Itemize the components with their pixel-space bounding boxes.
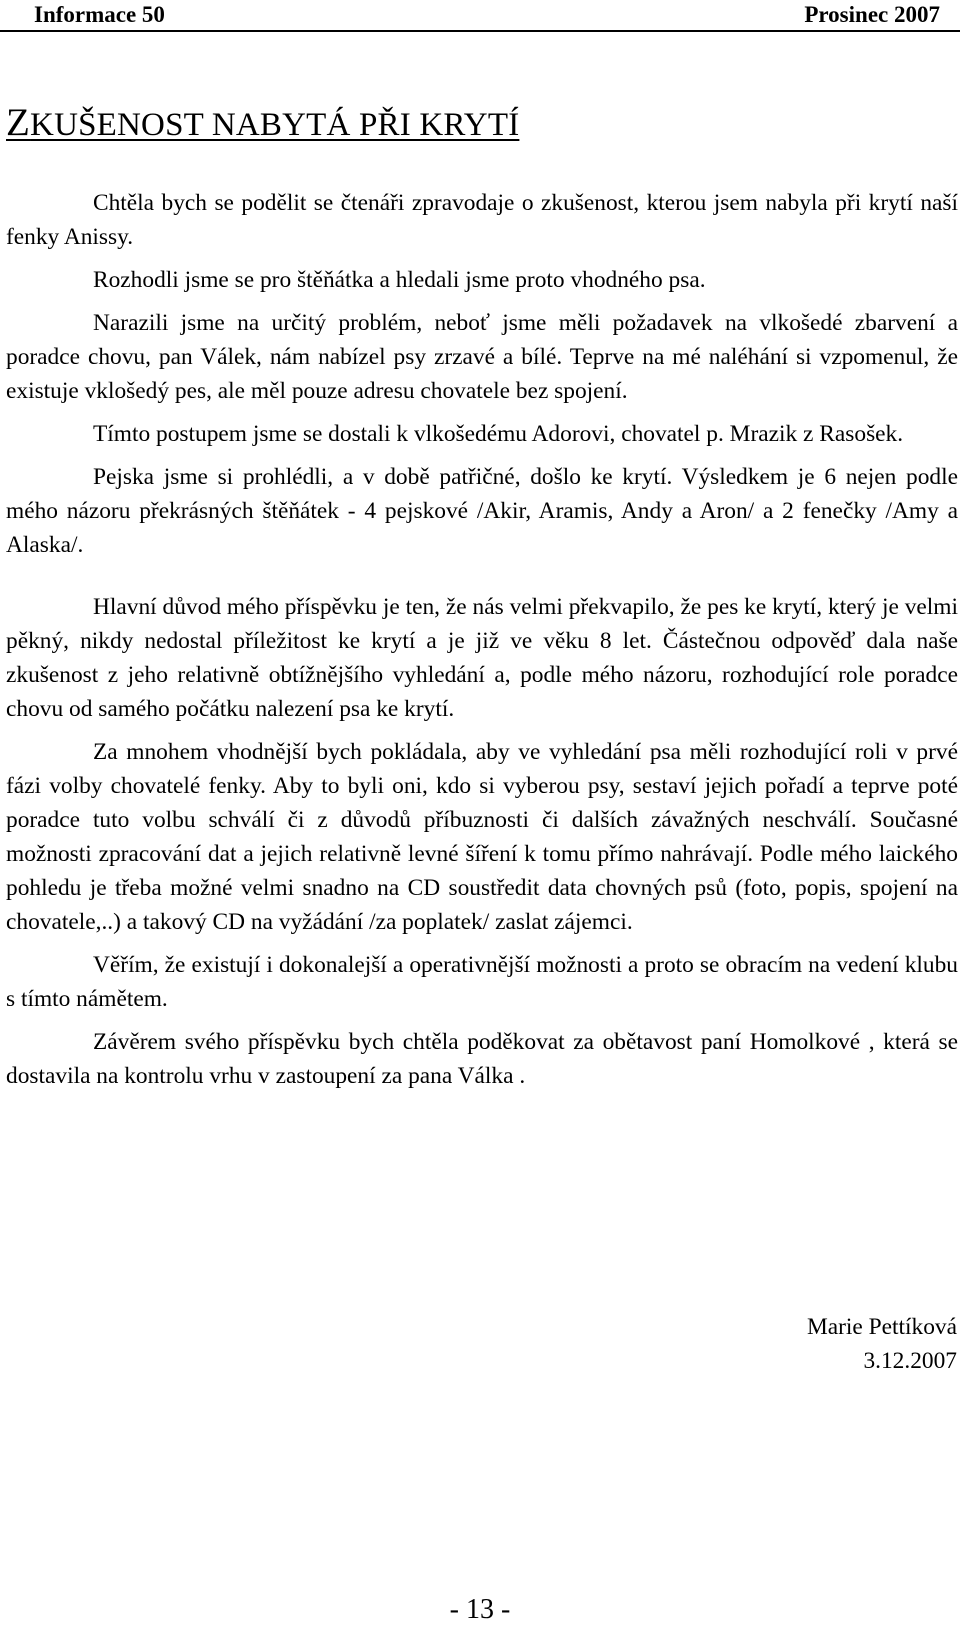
article-body xyxy=(6,186,958,1102)
header-publication: Informace 50 xyxy=(34,2,165,27)
header-date: Prosinec 2007 xyxy=(804,2,940,27)
paragraph-adoro: Tímto postupem jsme se dostali k vlkošedému Adorovi, chovatel p. Mrazik z Rasošek. xyxy=(93,421,904,447)
paragraph-thanks: Závěrem svého příspěvku bych chtěla poděkovat za obětavost paní Homolkové , která se dostavila na kontrolu vrhu v zastoupení za pana Válka . xyxy=(6,1029,958,1089)
title-initial: Z xyxy=(6,101,31,144)
paragraph-intro: Chtěla bych se podělit se čtenáři zpravodaje o zkušenost, kterou jsem nabyla při krytí naší fenky Anissy. xyxy=(6,190,958,250)
page-header xyxy=(0,0,960,32)
paragraph-problem: Narazili jsme na určitý problém, neboť jsme měli požadavek na vlkošedé zbarvení a poradce chovu, pan Válek, nám nabízel psy zrzavé a bílé. Teprve na mé naléhání si vzpomenul, že existuje vklošedý pes, ale měl pouze adresu chovatele bez spojení. xyxy=(6,310,958,404)
paragraph-proposal: Za mnohem vhodnější bych pokládala, aby ve vyhledání psa měli rozhodující roli v prvé fázi volby chovatelé fenky. Aby to byli oni, kdo si vyberou psy, sestaví jejich pořadí a teprve poté poradce tuto volbu schválí či z důvodů příbuznosti či dalších závažných neschválí. Současné možnosti zpracování dat a jejich relativně levné šíření k tomu přímo nahrávají. Podle mého laického pohledu je třeba možné velmi snadno na CD soustředit data chovných psů (foto, popis, spojení na chovatele,..) a takový CD na vyžádání /za poplatek/ zaslat zájemci. xyxy=(6,739,958,935)
paragraph-main-reason: Hlavní důvod mého příspěvku je ten, že nás velmi překvapilo, že pes ke krytí, který je velmi pěkný, nikdy nedostal příležitost ke krytí a je již ve věku 8 let. Částečnou odpověď dala naše zkušenost z jeho relativně obtížnějšího vyhledání a, podle mého názoru, rozhodující role poradce chovu od samého počátku nalezení psa ke krytí. xyxy=(6,594,958,722)
author-name: Marie Pettíková xyxy=(806,1314,957,1340)
paragraph-result: Pejska jsme si prohlédli, a v době patřičné, došlo ke krytí. Výsledkem je 6 nejen podle mého názoru překrásných štěňátek - 4 pejskové /Akir, Aramis, Andy a Aron/ a 2 fenečky /Amy a Alaska/. xyxy=(6,464,958,558)
page-number: - 13 - xyxy=(449,1594,511,1625)
title-rest: KUŠENOST NABYTÁ PŘI KRYTÍ xyxy=(30,107,520,143)
signature-date: 3.12.2007 xyxy=(863,1348,957,1374)
article-title xyxy=(6,100,519,145)
paragraph-decision: Rozhodli jsme se pro štěňátka a hledali jsme proto vhodného psa. xyxy=(93,267,706,293)
paragraph-belief: Věřím, že existují i dokonalejší a operativnější možnosti a proto se obracím na vedení klubu s tímto námětem. xyxy=(6,952,958,1012)
signature-block xyxy=(807,1310,957,1378)
